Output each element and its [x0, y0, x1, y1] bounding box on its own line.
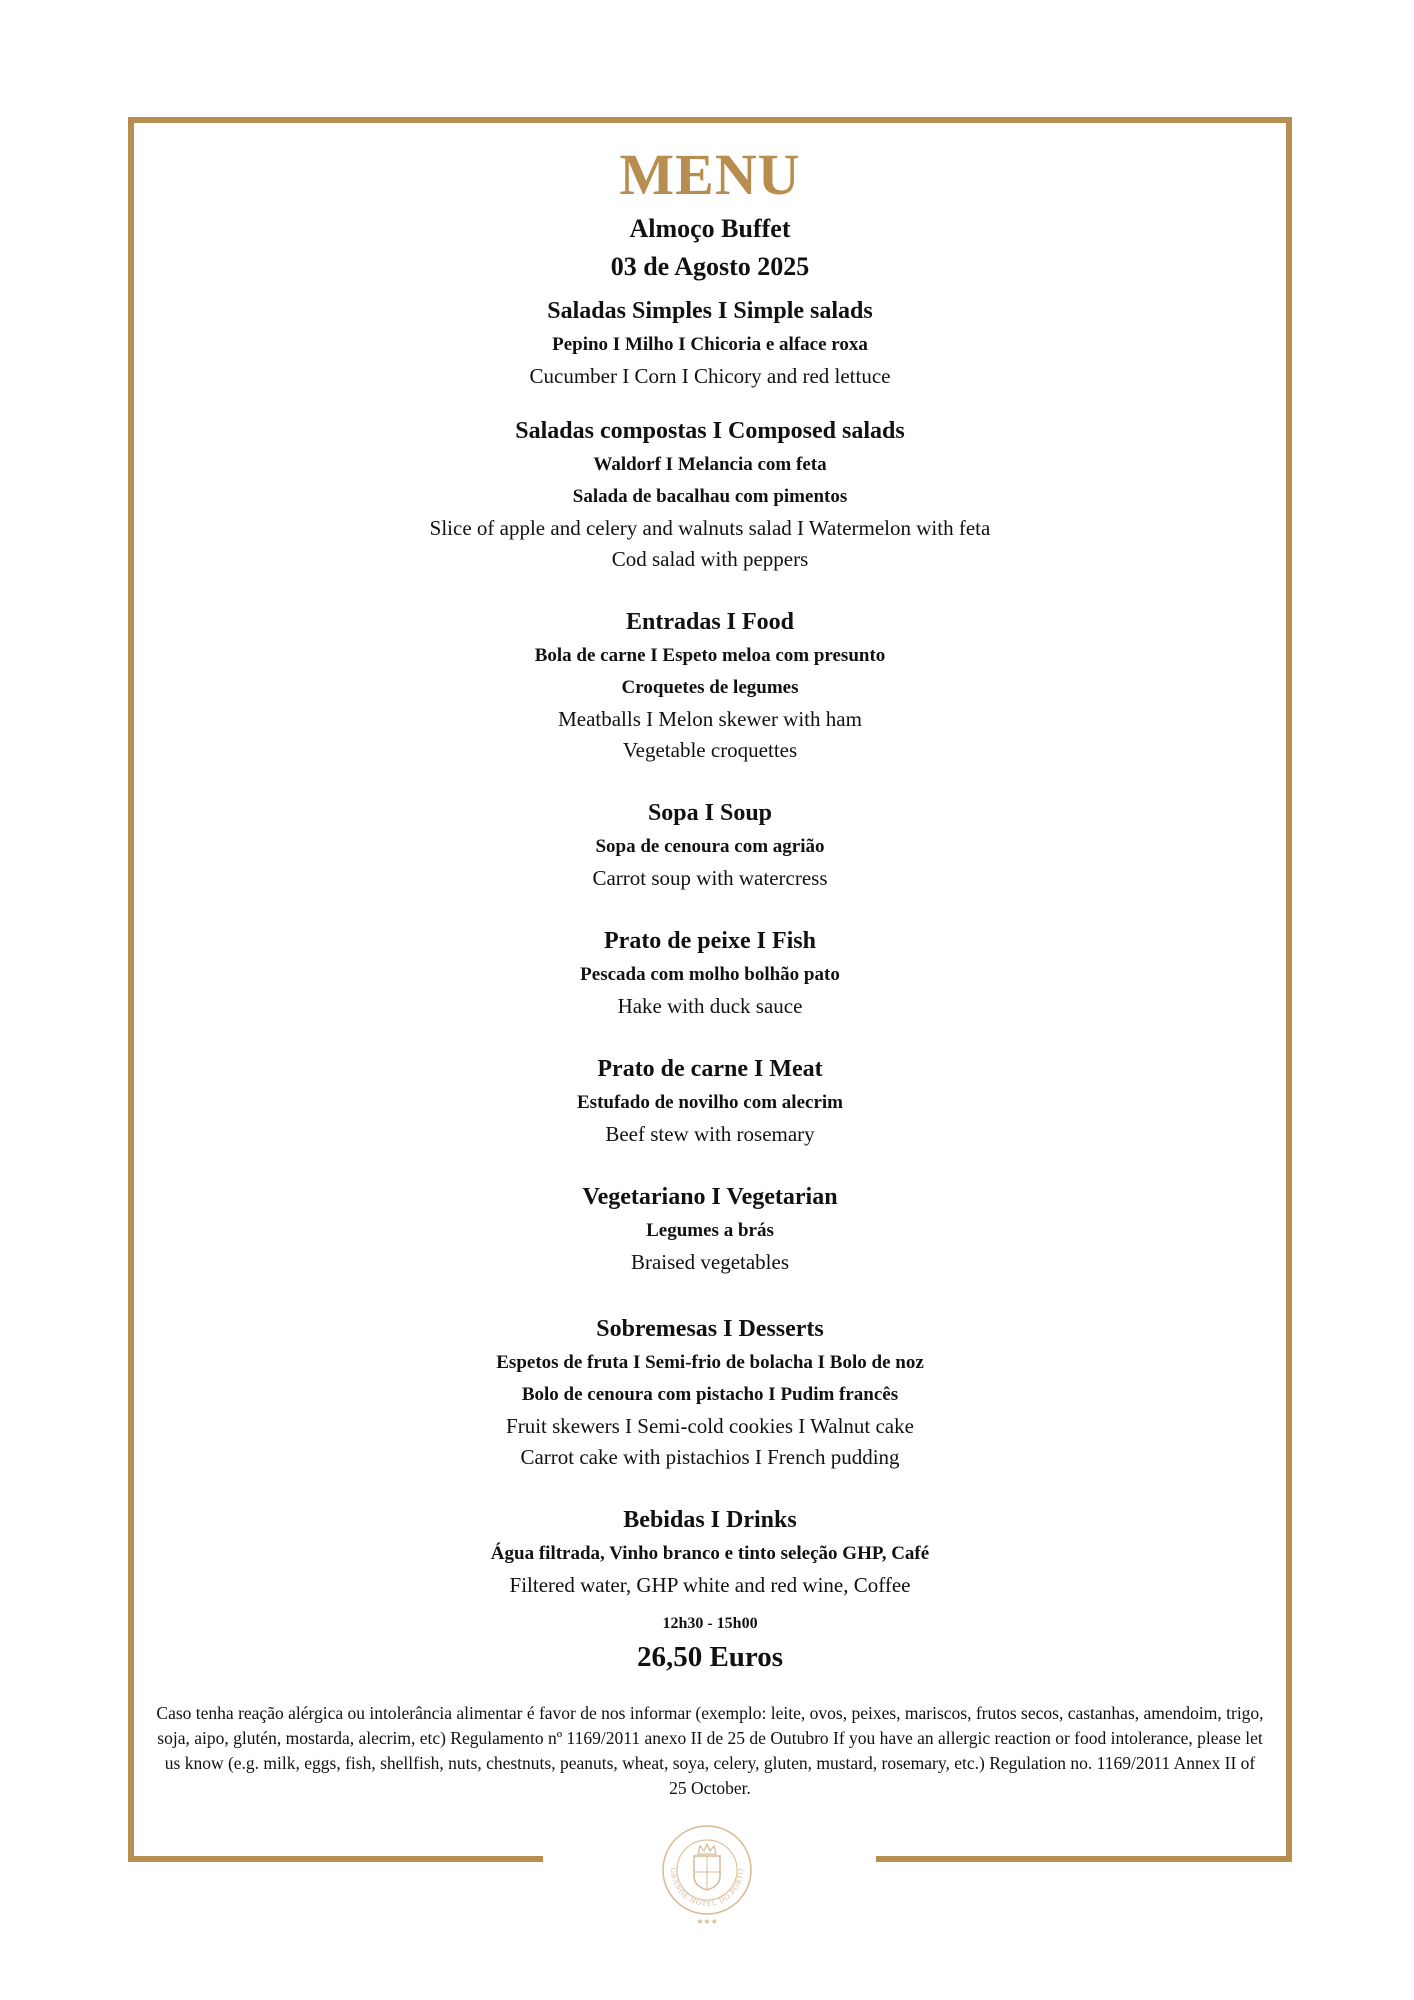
dish-english: Slice of apple and celery and walnuts salad I Watermelon with feta — [429, 516, 991, 540]
dish-english: Cod salad with peppers — [611, 547, 809, 571]
section-title: Saladas Simples I Simple salads — [547, 298, 873, 324]
dish-portuguese: Pepino I Milho I Chicoria e alface roxa — [552, 334, 868, 355]
dish-portuguese: Espetos de fruta I Semi-frio de bolacha I Bolo de noz — [496, 1352, 924, 1373]
menu-section — [140, 1312, 1280, 1473]
hotel-crest-icon — [658, 1820, 756, 1930]
section-title: Bebidas I Drinks — [623, 1507, 797, 1533]
dish-english: Meatballs I Melon skewer with ham — [558, 707, 862, 731]
dish-english: Fruit skewers I Semi-cold cookies I Walnut cake — [506, 1414, 914, 1438]
frame-top-border — [128, 117, 1292, 123]
dish-portuguese: Estufado de novilho com alecrim — [577, 1092, 843, 1113]
dish-portuguese: Waldorf I Melancia com feta — [593, 454, 827, 475]
menu-title: MENU — [619, 142, 801, 207]
dish-english: Cucumber I Corn I Chicory and red lettuce — [529, 364, 891, 388]
dish-english: Hake with duck sauce — [617, 994, 803, 1018]
menu-sections — [140, 294, 1280, 1601]
menu-content — [140, 140, 1280, 1801]
dish-english: Braised vegetables — [630, 1250, 790, 1274]
dish-portuguese: Pescada com molho bolhão pato — [580, 964, 840, 985]
menu-section — [140, 1052, 1280, 1150]
menu-subtitle: Almoço Buffet — [629, 214, 791, 243]
section-title: Sopa I Soup — [647, 800, 773, 826]
hotel-logo — [658, 1820, 756, 1930]
allergy-notice: Caso tenha reação alérgica ou intolerância alimentar é favor de nos informar (exemplo: leite, ovos, peixes, mariscos, frutos secos, castanhas, amendoim, trigo, soja, aipo, glutén, mostarda, alecrim, etc) Regulamento nº 1169/2011 anexo II de 25 de Outubro If you have an allergic reaction or food intolerance, please let us know (e.g. milk, eggs, fish, shellfish, nuts, chestnuts, peanuts, wheat, soya, celery, gluten, mustard, rosemary, etc.) Regulation no. 1169/2011 Annex II of 25 October. — [156, 1703, 1264, 1798]
frame-bottom-left-border — [128, 1856, 543, 1862]
menu-section — [140, 796, 1280, 894]
service-hours: 12h30 - 15h00 — [662, 1615, 758, 1632]
section-title: Saladas compostas I Composed salads — [515, 418, 905, 444]
menu-section — [140, 605, 1280, 766]
dish-english: Carrot soup with watercress — [592, 866, 828, 890]
menu-date: 03 de Agosto 2025 — [610, 252, 810, 281]
logo-text: GRANDE HOTEL DO PORTO — [668, 1867, 746, 1909]
dish-portuguese: Água filtrada, Vinho branco e tinto seleção GHP, Café — [490, 1543, 930, 1564]
dish-portuguese: Sopa de cenoura com agrião — [595, 836, 825, 857]
menu-section — [140, 1503, 1280, 1601]
section-title: Entradas I Food — [625, 609, 795, 635]
frame-left-border — [128, 117, 134, 1862]
frame-right-border — [1286, 117, 1292, 1862]
section-title: Prato de peixe I Fish — [604, 928, 816, 954]
dish-english: Vegetable croquettes — [622, 738, 798, 762]
dish-portuguese: Bolo de cenoura com pistacho I Pudim francês — [521, 1384, 899, 1405]
menu-price: 26,50 Euros — [636, 1641, 784, 1673]
section-title: Sobremesas I Desserts — [596, 1316, 824, 1342]
menu-section — [140, 294, 1280, 392]
frame-bottom-right-border — [876, 1856, 1292, 1862]
menu-section — [140, 924, 1280, 1022]
dish-portuguese: Bola de carne I Espeto meloa com presunto — [534, 645, 886, 666]
section-title: Prato de carne I Meat — [597, 1056, 823, 1082]
logo-stars: ★★★ — [696, 1917, 718, 1926]
dish-english: Filtered water, GHP white and red wine, Coffee — [509, 1573, 911, 1597]
menu-section — [140, 414, 1280, 575]
dish-portuguese: Croquetes de legumes — [621, 677, 799, 698]
dish-english: Beef stew with rosemary — [605, 1122, 815, 1146]
dish-portuguese: Salada de bacalhau com pimentos — [572, 486, 848, 507]
section-title: Vegetariano I Vegetarian — [582, 1184, 838, 1210]
dish-portuguese: Legumes a brás — [646, 1220, 774, 1241]
menu-section — [140, 1180, 1280, 1278]
dish-english: Carrot cake with pistachios I French pudding — [520, 1445, 900, 1469]
